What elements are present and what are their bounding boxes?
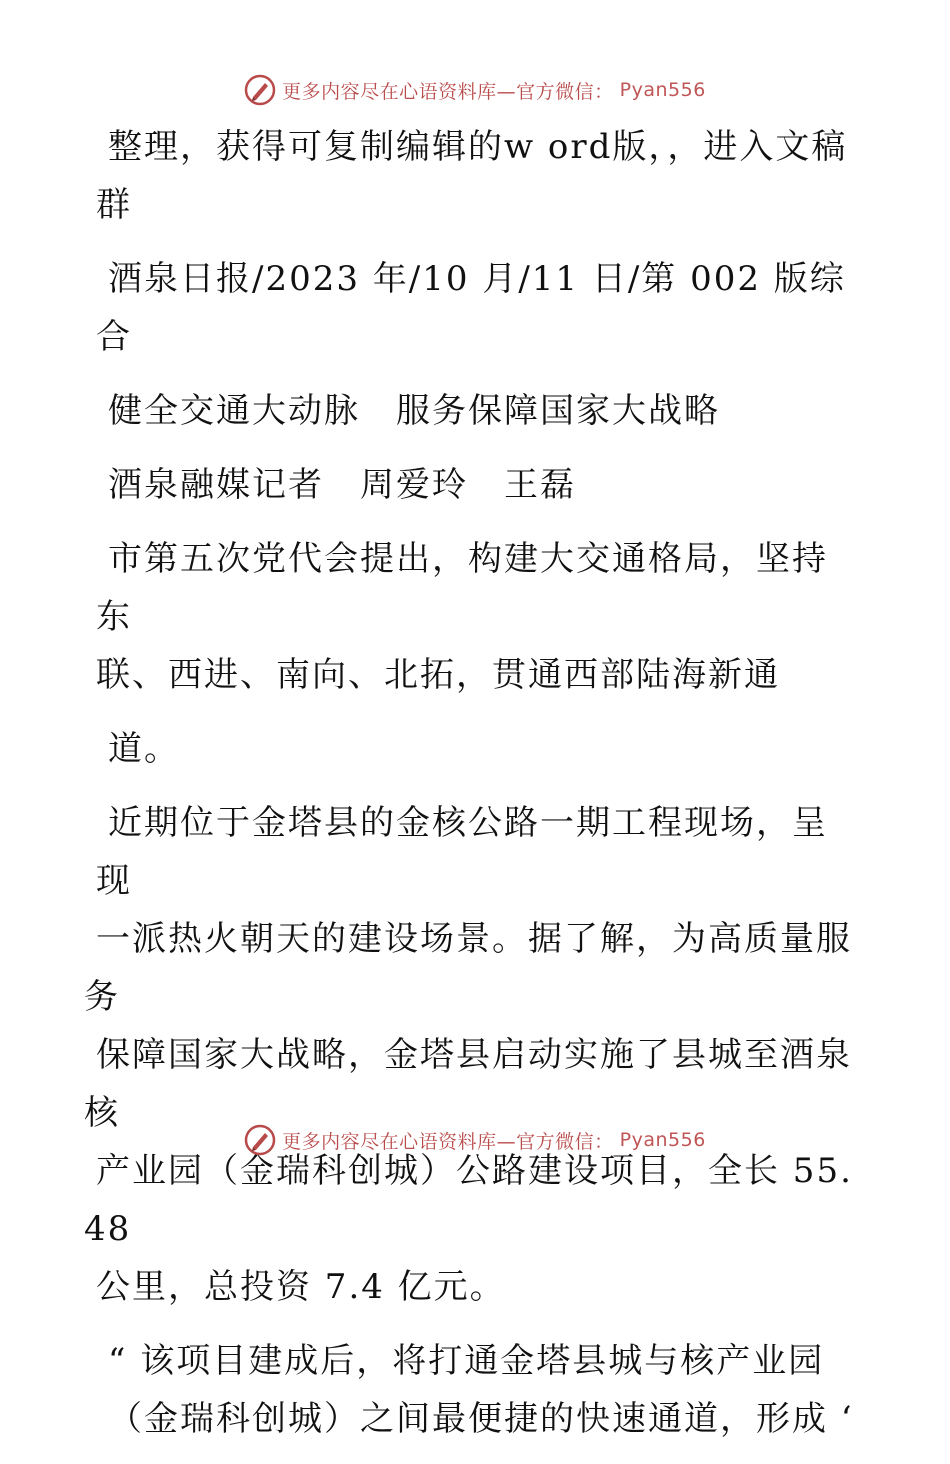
- watermark-header: [0, 70, 950, 110]
- text-line: 产业园（金瑞科创城）公路建设项目，全长 55.48: [84, 1151, 853, 1249]
- text-line: 道。: [108, 729, 180, 769]
- watermark-wechat-id: Pyan556: [619, 79, 706, 101]
- article-byline: [96, 456, 856, 514]
- text-line: 健全交通大动脉 服务保障国家大战略: [108, 391, 720, 431]
- text-line: 酒泉日报/2023 年/10 月/11 日/第 002 版综合: [96, 259, 846, 357]
- pen-logo-icon: [244, 1124, 276, 1156]
- document-body: [84, 118, 856, 1464]
- paragraph-source: [96, 250, 856, 366]
- article-headline: [96, 382, 856, 440]
- watermark-text: 更多内容尽在心语资料库—官方微信：: [282, 1130, 614, 1153]
- text-line: 近期位于金塔县的金核公路一期工程现场，呈现: [96, 803, 828, 901]
- watermark-text: 更多内容尽在心语资料库—官方微信：: [282, 80, 614, 103]
- watermark-footer: [0, 1120, 950, 1160]
- text-line: 一派热火朝天的建设场景。据了解，为高质量服务: [84, 919, 852, 1017]
- text-line: 公里，总投资 7.4 亿元。: [96, 1267, 506, 1307]
- text-line: 群: [96, 185, 132, 225]
- text-line: “ 该项目建成后，将打通金塔县城与核产业园: [108, 1341, 825, 1381]
- paragraph-body-1: [96, 530, 856, 704]
- paragraph-body-3: [84, 794, 856, 1316]
- text-line: 整理，获得可复制编辑的w ord版，，进入文稿: [108, 127, 848, 167]
- paragraph-body-2: [96, 720, 856, 778]
- text-line: 联、西进、南向、北拓，贯通西部陆海新通: [96, 655, 780, 695]
- pen-logo-icon: [244, 74, 276, 106]
- watermark-wechat-id: Pyan556: [619, 1129, 706, 1151]
- paragraph-body-4: [96, 1332, 856, 1448]
- text-line: 酒泉融媒记者 周爱玲 王磊: [108, 465, 576, 505]
- text-line: 市第五次党代会提出，构建大交通格局，坚持东: [96, 539, 828, 637]
- text-line: 保障国家大战略，金塔县启动实施了县城至酒泉核: [84, 1035, 852, 1133]
- paragraph-intro: [96, 118, 856, 234]
- text-line: （金瑞科创城）之间最便捷的快速通道，形成 ‘: [108, 1399, 854, 1439]
